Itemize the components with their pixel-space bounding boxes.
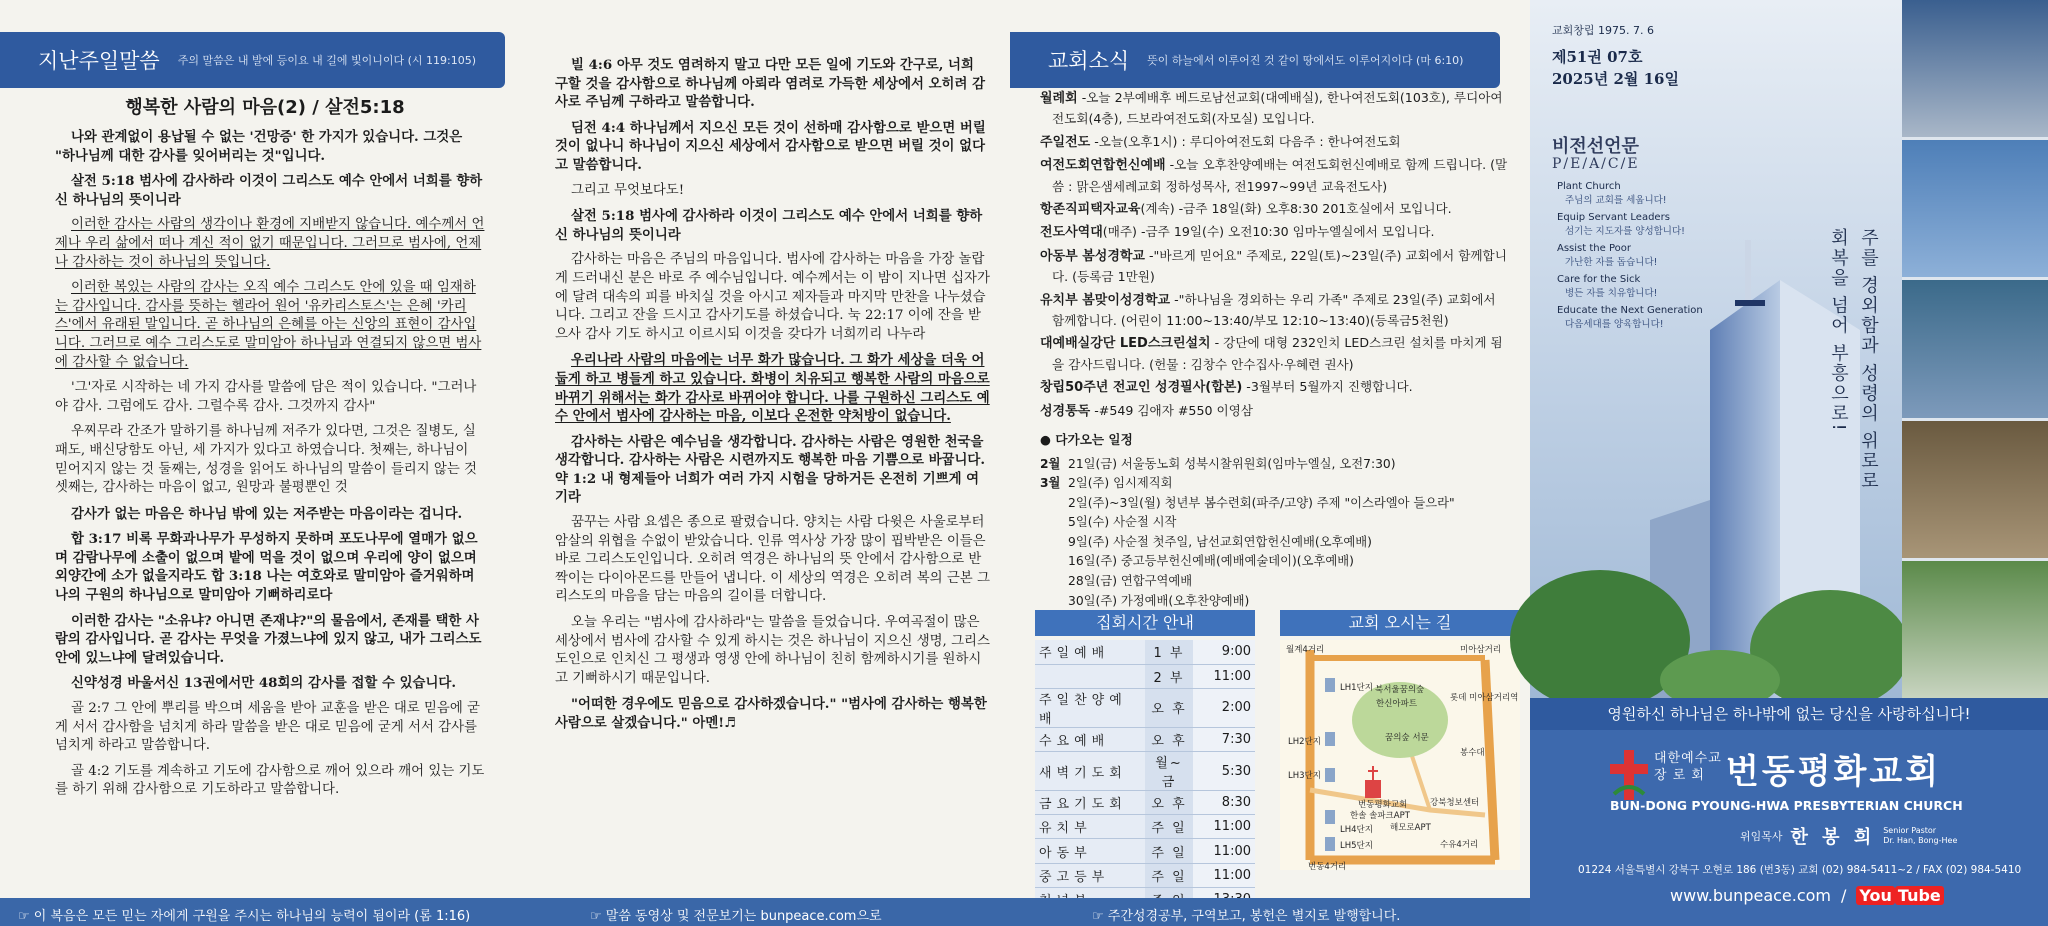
church-marker bbox=[1365, 780, 1381, 798]
map-label-lh3: LH3단지 bbox=[1288, 771, 1321, 781]
schedule-name: 아동부 bbox=[1035, 839, 1145, 863]
upcoming-month: 2월 bbox=[1040, 456, 1061, 471]
map-label-hansol: 한솔 솔파크APT bbox=[1350, 811, 1410, 821]
schedule-when: 오 후 bbox=[1145, 688, 1193, 727]
news-header-verse: 뜻이 하늘에서 이루어진 것 같이 땅에서도 이루어지이다 (마 6:10) bbox=[1147, 54, 1464, 67]
map-label-miasam: 미아삼거리 bbox=[1460, 645, 1502, 655]
footer-note-1: ☞ 이 복음은 모든 믿는 자에게 구원을 주시는 하나님의 능력이 됨이라 (롬 1:16) bbox=[18, 909, 471, 924]
photo-worship bbox=[1902, 421, 2048, 558]
sermon-paragraph: 나와 관계없이 용납될 수 없는 '건망증' 한 가지가 있습니다. 그것은 "하나님께 대한 감사를 잊어버리는 것"입니다. bbox=[55, 129, 463, 164]
vision-item-en: Equip Servant Leaders bbox=[1557, 212, 1670, 223]
map-label-lh2: LH2단지 bbox=[1288, 737, 1321, 747]
schedule-time: 2:00 bbox=[1193, 688, 1255, 727]
upcoming-event bbox=[1040, 455, 1510, 475]
vision-item-en: Care for the Sick bbox=[1557, 274, 1641, 285]
news-item-text: (매주) -금주 19일(수) 오전10:30 임마누엘실에서 모입니다. bbox=[1102, 224, 1435, 240]
church-cross-logo bbox=[1610, 750, 1648, 800]
upcoming-event bbox=[1040, 494, 1510, 514]
web-links: www.bunpeace.com / You Tube bbox=[1670, 886, 1944, 905]
news-item bbox=[1040, 401, 1510, 422]
upcoming-month bbox=[1040, 533, 1068, 553]
schedule-row bbox=[1035, 839, 1255, 863]
schedule-when: 월~금 bbox=[1145, 752, 1193, 791]
news-item bbox=[1040, 199, 1510, 220]
pastor-name-english bbox=[1883, 826, 1957, 846]
vision-item-en: Educate the Next Generation bbox=[1557, 305, 1703, 316]
upcoming-event bbox=[1040, 572, 1510, 592]
map-label-suyu4: 수유4거리 bbox=[1440, 840, 1479, 850]
photo-choir bbox=[1902, 0, 2048, 137]
issue-number: 제51권 07호 bbox=[1552, 48, 1643, 66]
sermon-paragraph: '그'자로 시작하는 네 가지 감사를 말씀에 담은 적이 있습니다. "그러나야 감사. 그럼에도 감사. 그럴수록 감사. 그것까지 감사" bbox=[55, 380, 477, 414]
upcoming-title: ● 다가오는 일정 bbox=[1040, 432, 1133, 448]
sermon-paragraph: 살전 5:18 범사에 감사하라 이것이 그리스도 예수 안에서 너희를 향하신 하나님의 뜻이니라 bbox=[555, 208, 983, 243]
news-item-label: 항존직피택자교육 bbox=[1040, 202, 1141, 218]
news-item-label: 유치부 봄맞이성경학교 bbox=[1040, 292, 1171, 308]
vision-item-ko: 다음세대를 양육합니다! bbox=[1565, 319, 1664, 330]
upcoming-month: 3월 bbox=[1040, 476, 1061, 491]
upcoming-event bbox=[1040, 474, 1510, 494]
youtube-icon[interactable] bbox=[1856, 886, 1943, 905]
news-item bbox=[1040, 377, 1510, 398]
upcoming-month bbox=[1040, 513, 1068, 533]
pastor-name: 한 봉 희 bbox=[1790, 827, 1876, 848]
sermon-paragraph: 오늘 우리는 "범사에 감사하라"는 말씀을 들었습니다. 우여곡절이 많은 세상에서 범사에 감사할 수 있게 하시는 것은 하나님이 지으신 생명, 그리스도인으로 인치신 그 평생과 영생 안에 하나님이 친히 함께하시기를 원하시고 기뻐하시기 때문입니다. bbox=[555, 615, 990, 686]
schedule-time: 9:00 bbox=[1193, 640, 1255, 664]
pastor-name-en: Dr. Han, Bong-Hee bbox=[1883, 836, 1958, 845]
news-list bbox=[1040, 88, 1510, 611]
news-header-bar bbox=[1010, 32, 1500, 88]
sermon-paragraph: 우리나라 사람의 마음에는 너무 화가 많습니다. 그 화가 세상을 더욱 어둡게 하고 병들게 하고 있습니다. 화병이 치유되고 행복한 사람의 마음으로 바뀌기 위해서는 화가 감사로 바뀌어야 합니다. 나를 구원하신 그리스도 예수 안에서 범사에 감사하는 마음, 이보다 온전한 약처방이 없습니다. bbox=[555, 352, 990, 425]
map-label-church: 번동평화교회 bbox=[1358, 800, 1408, 810]
pastor-role: 위임목사 bbox=[1740, 830, 1783, 843]
sermon-paragraph: "어떠한 경우에도 믿음으로 감사하겠습니다." "범사에 감사하는 행복한 사람으로 살겠습니다." 아멘!♬ bbox=[555, 696, 987, 731]
map-label-w4: 월계4거리 bbox=[1286, 645, 1325, 655]
news-item-text: -"하나님을 경외하는 우리 가족" 주제로 23일(주) 교회에서 함께합니다. (어린이 11:00~13:40/부모 12:10~13:40)(등록금5천원) bbox=[1052, 291, 1496, 329]
schedule-row bbox=[1035, 815, 1255, 839]
vertical-motto-2: 회복을 넘어 부흥으로! bbox=[1828, 228, 1849, 433]
vision-title: 비전선언문 bbox=[1552, 136, 1639, 157]
sermon-title: 행복한 사람의 마음(2) / 살전5:18 bbox=[125, 97, 405, 118]
schedule-title: 집회시간 안내 bbox=[1035, 610, 1255, 636]
schedule-row bbox=[1035, 791, 1255, 815]
sermon-header-bar bbox=[0, 32, 505, 88]
sermon-paragraph: 골 2:7 그 안에 뿌리를 박으며 세움을 받아 교훈을 받은 대로 믿음에 굳게 서서 감사함을 넘치게 하라 말씀을 받은 대로 믿음에 굳게 서서 감사를 넘치게 하라고 말씀합니다. bbox=[55, 701, 480, 754]
news-item bbox=[1040, 290, 1510, 332]
map-label-haemoro: 해모로APT bbox=[1390, 823, 1431, 833]
schedule-time: 8:30 bbox=[1193, 791, 1255, 815]
upcoming-month bbox=[1040, 552, 1068, 572]
news-item-label: 전도사역대 bbox=[1040, 225, 1103, 241]
news-item bbox=[1040, 88, 1510, 130]
news-item-text: -"바르게 믿어요" 주제로, 22일(토)~23일(주) 교회에서 함께합니다. (등록금 1만원) bbox=[1052, 247, 1507, 285]
church-name-english: BUN-DONG PYOUNG-HWA PRESBYTERIAN CHURCH bbox=[1610, 798, 1963, 813]
upcoming-event bbox=[1040, 592, 1510, 612]
sermon-paragraph: 살전 5:18 범사에 감사하라 이것이 그리스도 예수 안에서 너희를 향하신 하나님의 뜻이니라 bbox=[55, 173, 483, 208]
schedule-time: 7:30 bbox=[1193, 727, 1255, 751]
schedule-when: 주 일 bbox=[1145, 839, 1193, 863]
upcoming-event bbox=[1040, 533, 1510, 553]
denomination-line-1: 대한예수교 bbox=[1654, 751, 1722, 766]
sermon-paragraph: 골 4:2 기도를 계속하고 기도에 감사함으로 깨어 있으라 깨어 있는 기도를 하기 위해 감사함으로 기도하라고 말씀합니다. bbox=[55, 763, 485, 798]
news-item bbox=[1040, 333, 1510, 375]
upcoming-text: 30일(주) 가정예배(오후찬양예배) bbox=[1068, 593, 1250, 608]
slogan-bar: 영원하신 하나님은 하나밖에 없는 당신을 사랑하십니다! bbox=[1530, 698, 2048, 730]
issue-info bbox=[1552, 46, 1679, 90]
schedule-time: 5:30 bbox=[1193, 752, 1255, 791]
sermon-paragraph: 꿈꾸는 사람 요셉은 종으로 팔렸습니다. 양치는 사람 다윗은 사울로부터 암살의 위협을 수없이 받았습니다. 인류 역사상 가장 많이 핍박받은 이들은 바로 그리스도인입니다. 오히려 역경은 하나님의 뜻 안에서 감사함으로 반짝이는 다이아몬드를 만들어 냅니다. 이 세상의 역경은 오히려 복의 근본 그리스도의 마음을 담는 마음의 길이를 더합니다. bbox=[555, 515, 990, 605]
schedule-when: 1 부 bbox=[1145, 640, 1193, 664]
sermon-panel bbox=[0, 0, 530, 898]
vision-item-en: Assist the Poor bbox=[1557, 243, 1631, 254]
upcoming-month bbox=[1040, 572, 1068, 592]
sermon-paragraph: 빌 4:6 아무 것도 염려하지 말고 다만 모든 일에 기도와 간구로, 너희 구할 것을 감사함으로 하나님께 아뢰라 염려로 가득한 세상에서 오히려 감사로 주님께 구하라고 말씀합니다. bbox=[555, 57, 986, 111]
schedule-table bbox=[1035, 640, 1255, 912]
schedule-row bbox=[1035, 640, 1255, 664]
news-item-label: 주일전도 bbox=[1040, 134, 1091, 150]
sermon-paragraph: 이러한 감사는 사람의 생각이나 환경에 지배받지 않습니다. 예수께서 언제나 우리 삶에서 떠나 계신 적이 없기 때문입니다. 그러므로 범사에, 언제나 감사하는 것이 하나님의 뜻입니다. bbox=[55, 217, 485, 270]
sermon-paragraph: 감사가 없는 마음은 하나님 밖에 있는 저주받는 마음이라는 겁니다. bbox=[71, 505, 463, 522]
schedule-name: 주일예배 bbox=[1035, 640, 1145, 664]
map-label-dreamweave: 북서울꿈의숲 bbox=[1375, 685, 1425, 695]
schedule-row bbox=[1035, 863, 1255, 887]
directions-map bbox=[1280, 640, 1520, 870]
map-title: 교회 오시는 길 bbox=[1280, 610, 1520, 636]
schedule-row bbox=[1035, 752, 1255, 791]
upcoming-text: 21일(금) 서울동노회 성북시찰위원회(임마누엘실, 오전7:30) bbox=[1068, 456, 1396, 471]
upcoming-month bbox=[1040, 592, 1068, 612]
upcoming-text: 16일(주) 중고등부헌신예배(예배예술데이)(오후예배) bbox=[1068, 554, 1354, 569]
sermon-paragraph: 이러한 복있는 사람의 감사는 오직 예수 그리스도 안에 있을 때 임재하는 감사입니다. 감사를 뜻하는 헬라어 원어 '유카리스토스'는 은혜 '카리스'에서 유래된 말입니다. 곧 하나님의 은혜를 아는 신앙의 표현이 감사입니다. 그러므로 예수 그리스도로 말미암아 하나님과 연결되지 않으면 범사에 감사할 수 없습니다. bbox=[55, 280, 482, 370]
map-label-dream-west: 꿈의숲 서문 bbox=[1385, 733, 1429, 743]
upcoming-text: 28일(금) 연합구역예배 bbox=[1068, 574, 1193, 589]
upcoming-month bbox=[1040, 494, 1068, 514]
map-label-gangbuk: 강북청보센터 bbox=[1430, 798, 1480, 808]
photo-youth bbox=[1902, 280, 2048, 417]
news-item-label: 성경통독 bbox=[1040, 403, 1091, 419]
map-label-lh5: LH5단지 bbox=[1340, 841, 1373, 851]
news-item-text: -오늘 오후찬양예배는 여전도회헌신예배로 함께 드립니다. (말씀 : 맑은샘세례교회 정하성목사, 전1997~99년 교육전도사) bbox=[1052, 157, 1508, 194]
sermon-paragraph: 신약성경 바울서신 13권에서만 48회의 감사를 접할 수 있습니다. bbox=[71, 675, 457, 692]
vision-item-en: Plant Church bbox=[1557, 181, 1621, 192]
schedule-row bbox=[1035, 688, 1255, 727]
upcoming-text: 2일(주)~3일(월) 청년부 봄수련회(파주/고양) 주제 "이스라엘아 들으라" bbox=[1068, 495, 1455, 510]
schedule-when: 오 후 bbox=[1145, 791, 1193, 815]
news-item-text: -3월부터 5월까지 진행합니다. bbox=[1242, 379, 1413, 395]
upcoming-event bbox=[1040, 513, 1510, 533]
sermon-text-column-1 bbox=[55, 128, 485, 807]
upcoming-text: 5일(수) 사순절 시작 bbox=[1068, 515, 1177, 530]
schedule-when: 주 일 bbox=[1145, 815, 1193, 839]
sermon-paragraph: 그리고 무엇보다도! bbox=[571, 182, 685, 198]
schedule-time: 11:00 bbox=[1193, 815, 1255, 839]
photo-strip bbox=[1902, 0, 2048, 698]
youtube-tube: Tube bbox=[1895, 886, 1944, 905]
map-label-lh4: LH4단지 bbox=[1340, 825, 1373, 835]
pastor-info bbox=[1740, 823, 1957, 849]
photo-banner bbox=[1902, 561, 2048, 698]
news-item bbox=[1040, 155, 1510, 197]
issue-date: 2025년 2월 16일 bbox=[1552, 70, 1679, 88]
sermon-header-title: 지난주일말씀 bbox=[38, 49, 160, 73]
news-item-label: 아동부 봄성경학교 bbox=[1040, 248, 1145, 264]
map-label-bunsuda: 봉수대 bbox=[1460, 748, 1485, 758]
news-item-label: 월례회 bbox=[1040, 91, 1078, 106]
schedule-time: 11:00 bbox=[1193, 863, 1255, 887]
news-item-text: (계속) -금주 18일(화) 오후8:30 201호실에서 모입니다. bbox=[1140, 201, 1452, 217]
news-item-text: -오늘(오후1시) : 루디아여전도회 다음주 : 한나여전도회 bbox=[1090, 133, 1401, 149]
pastor-title-en: Senior Pastor bbox=[1883, 826, 1937, 835]
church-address: 01224 서울특별시 강북구 오현로 186 (번3동) 교회 (02) 984-5411~2 / FAX (02) 984-5410 bbox=[1578, 864, 2022, 876]
news-item bbox=[1040, 246, 1510, 288]
news-item-text: - 강단에 대형 232인치 LED스크린 설치를 마치게 됨을 감사드립니다. (헌물 : 김창수 안수집사·우혜련 권사) bbox=[1052, 335, 1503, 372]
church-name: 번동평화교회 bbox=[1726, 752, 1942, 792]
upcoming-text: 2일(주) 임시제직회 bbox=[1068, 476, 1173, 491]
news-header-title: 교회소식 bbox=[1048, 49, 1130, 73]
upcoming-text: 9일(주) 사순절 첫주일, 남선교회연합헌신예배(오후예배) bbox=[1068, 534, 1372, 549]
sermon-paragraph: 감사하는 마음은 주님의 마음입니다. 범사에 감사하는 마음을 가장 놀랍게 드러내신 분은 바로 주 예수님입니다. 예수께서는 이 밤이 지나면 십자가에 달려 대속의 피를 바치실 것을 아시고 제자들과 마지막 만찬을 나누셨습니다. 그리고 잔을 드시고 감사기도를 하셨습니다. 눅 22:17 이에 잔을 받으사 감사 기도 하시고 이르시되 이것을 갖다가 너희끼리 나누라 bbox=[555, 252, 990, 342]
sermon-paragraph: 이러한 감사는 "소유냐? 아니면 존재냐?"의 물음에서, 존재를 택한 사람의 감사입니다. 곧 감사는 무엇을 가졌느냐에 있지 않고, 내가 그리스도 안에 있느냐에 달려있습니다. bbox=[55, 612, 482, 666]
vision-item-ko: 병든 자를 치유합니다! bbox=[1565, 288, 1658, 299]
schedule-row bbox=[1035, 727, 1255, 751]
news-item-label: 여전도회연합헌신예배 bbox=[1040, 158, 1166, 174]
vision-acronym: P/E/A/C/E bbox=[1552, 156, 1640, 172]
footer-note-2: ☞ 말씀 동영상 및 전문보기는 bunpeace.com으로 bbox=[590, 909, 882, 924]
schedule-name bbox=[1035, 664, 1145, 688]
vertical-motto-1: 주를 경외함과 성령의 위로로 bbox=[1858, 228, 1879, 492]
news-panel bbox=[1010, 0, 1530, 898]
schedule-name: 수요예배 bbox=[1035, 727, 1145, 751]
sermon-paragraph: 우찌무라 간조가 말하기를 하나님께 저주가 있다면, 그것은 질병도, 실패도, 배신당함도 아닌, 세 가지가 있다고 하였습니다. 첫째는, 하나님이 믿어지지 않는 것 둘째는, 성경을 읽어도 하나님의 말씀이 들리지 않는 것 셋째는, 감사하는 마음이 없고, 원망과 불평뿐인 것 bbox=[55, 424, 477, 496]
sermon-continued-panel bbox=[545, 0, 995, 898]
cover-panel bbox=[1530, 0, 2048, 926]
map-label-hanshin: 한신아파트 bbox=[1376, 699, 1418, 709]
denomination bbox=[1654, 750, 1722, 784]
news-item-label: 창립50주년 전교인 성경필사(합본) bbox=[1040, 380, 1243, 396]
sermon-paragraph: 딤전 4:4 하나님께서 지으신 모든 것이 선하매 감사함으로 받으면 버릴 것이 없나니 하나님이 지으신 세상에서 감사함으로 받으면 버릴 것이 없다고 말씀합니다. bbox=[555, 119, 986, 173]
denomination-line-2: 장 로 회 bbox=[1654, 768, 1705, 783]
schedule-when: 주 일 bbox=[1145, 863, 1193, 887]
sermon-paragraph: 감사하는 사람은 예수님을 생각합니다. 감사하는 사람은 영원한 천국을 생각합니다. 감사하는 사람은 시련까지도 행복한 마음 기쁨으로 바꿉니다. 약 1:2 내 형제들아 너희가 여러 가지 시험을 당하거든 온전히 기쁘게 여기라 bbox=[555, 433, 986, 506]
upcoming-event bbox=[1040, 552, 1510, 572]
schedule-name: 금요기도회 bbox=[1035, 791, 1145, 815]
photo-children bbox=[1902, 140, 2048, 277]
schedule-time: 11:00 bbox=[1193, 839, 1255, 863]
footer-note-3: ☞ 주간성경공부, 구역보고, 봉헌은 별지로 발행합니다. bbox=[1092, 909, 1401, 924]
schedule-when: 2 부 bbox=[1145, 664, 1193, 688]
news-item-text: -오늘 2부예배후 베드로남선교회(대예배실), 한나여전도회(103호), 루디아여전도회(4층), 드보라여전도회(자모실) 모입니다. bbox=[1052, 90, 1503, 127]
map-label-lotte: 롯데 미아삼거리역 bbox=[1450, 693, 1519, 703]
vision-item-ko: 섬기는 지도자를 양성합니다! bbox=[1565, 226, 1685, 237]
sermon-paragraph: 합 3:17 비록 무화과나무가 무성하지 못하며 포도나무에 열매가 없으며 감람나무에 소출이 없으며 밭에 먹을 것이 없으며 우리에 양이 없으며 외양간에 소가 없을지라도 합 3:18 나는 여호와로 말미암아 즐거워하며 나의 구원의 하나님으로 말미암아 기뻐하리로다 bbox=[55, 531, 478, 604]
schedule-name: 유치부 bbox=[1035, 815, 1145, 839]
established-date: 교회창립 1975. 7. 6 bbox=[1552, 24, 1654, 37]
website-link[interactable]: www.bunpeace.com bbox=[1670, 886, 1832, 905]
vision-item-ko: 주님의 교회를 세웁니다! bbox=[1565, 195, 1667, 206]
youtube-you: You bbox=[1856, 886, 1895, 905]
vision-item-ko: 가난한 자를 돕습니다! bbox=[1565, 257, 1658, 268]
news-item-label: 대예배실강단 LED스크린설치 bbox=[1040, 336, 1211, 352]
schedule-when: 오 후 bbox=[1145, 727, 1193, 751]
map-label-bd4: 번동4거리 bbox=[1308, 862, 1347, 872]
sermon-text-column-2 bbox=[555, 56, 990, 740]
vision-list bbox=[1557, 180, 1757, 335]
schedule-time: 11:00 bbox=[1193, 664, 1255, 688]
news-item bbox=[1040, 132, 1510, 153]
news-item bbox=[1040, 222, 1510, 243]
schedule-name: 새벽기도회 bbox=[1035, 752, 1145, 791]
sermon-header-verse: 주의 말씀은 내 발에 등이요 내 길에 빛이니이다 (시 119:105) bbox=[177, 54, 476, 67]
news-item-text: -#549 김애자 #550 이영삼 bbox=[1090, 402, 1253, 418]
schedule-name: 주일찬양예배 bbox=[1035, 688, 1145, 727]
schedule-name: 중고등부 bbox=[1035, 863, 1145, 887]
church-info-block bbox=[1530, 730, 2048, 926]
map-label-lh1: LH1단지 bbox=[1340, 683, 1373, 693]
schedule-row bbox=[1035, 664, 1255, 688]
